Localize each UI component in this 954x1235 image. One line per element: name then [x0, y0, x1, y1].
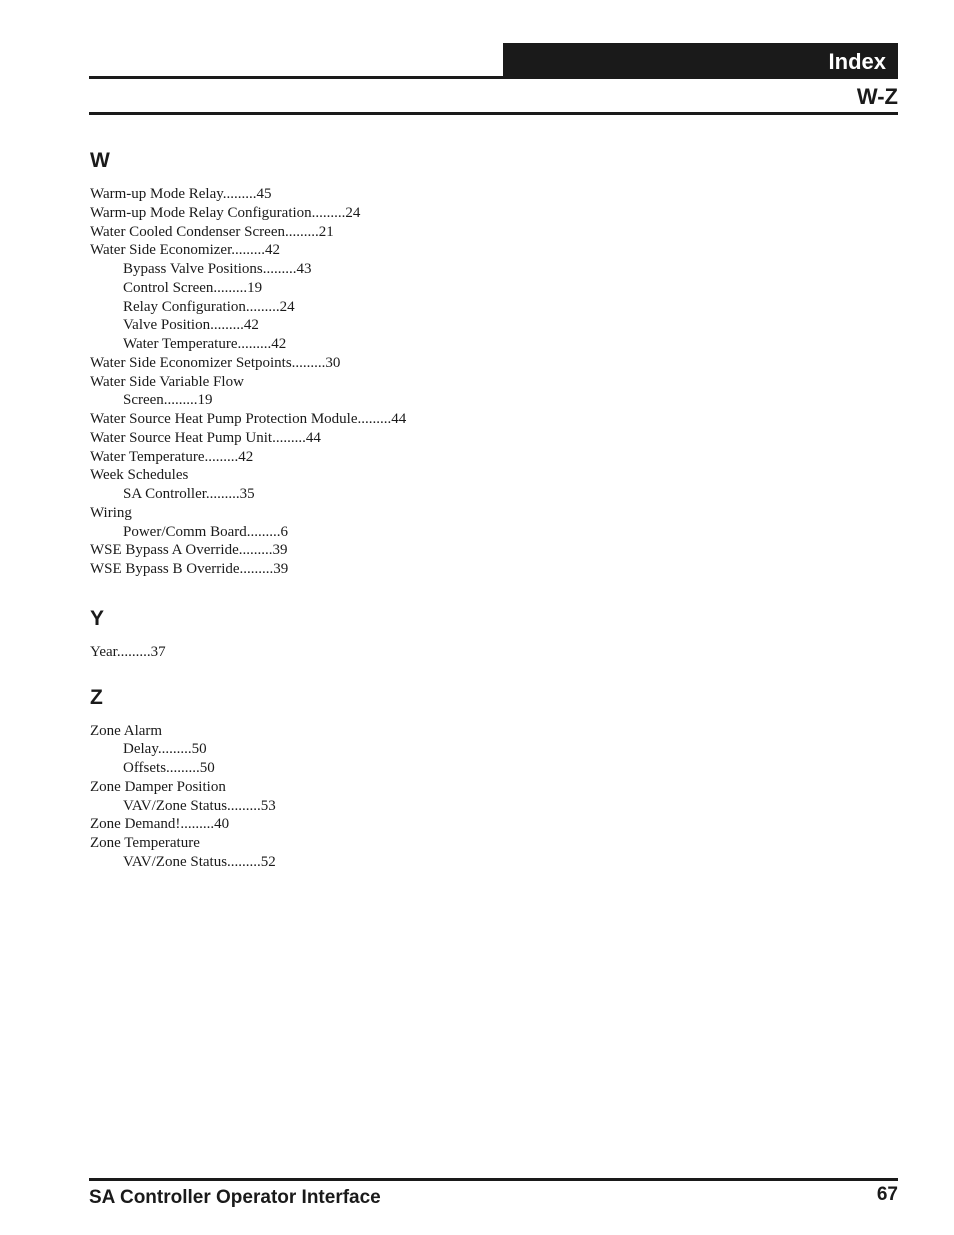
header-title-tab — [503, 43, 898, 79]
header-rule-bottom — [89, 112, 898, 115]
page-subtitle: W-Z — [856, 84, 898, 109]
section-letter-z: Z — [90, 685, 103, 709]
index-section-y — [90, 606, 790, 662]
index-entry: Warm-up Mode Relay Configuration.........24 — [90, 204, 361, 221]
footer-title: SA Controller Operator Interface — [89, 1187, 381, 1208]
index-entry: Water Source Heat Pump Protection Module.........44 — [90, 411, 407, 427]
index-entry: Zone Alarm — [90, 722, 163, 739]
index-subentry: Relay Configuration.........24 — [123, 298, 295, 315]
index-entry: Warm-up Mode Relay.........45 — [90, 186, 272, 202]
index-subentry: Delay.........50 — [123, 741, 207, 758]
index-entry: Water Side Economizer Setpoints.........30 — [90, 354, 341, 371]
index-entry: Water Side Variable Flow — [90, 373, 244, 390]
index-entry: Zone Damper Position — [90, 778, 226, 795]
index-entry: Water Source Heat Pump Unit.........44 — [90, 429, 321, 446]
index-entry: Year.........37 — [90, 643, 166, 660]
page-number: 67 — [876, 1184, 898, 1205]
index-subentry: Bypass Valve Positions.........43 — [123, 261, 312, 277]
index-subentry: Control Screen.........19 — [123, 279, 263, 296]
section-spacer — [90, 579, 790, 606]
index-entry-list — [90, 185, 790, 579]
section-spacer — [90, 662, 790, 685]
footer-rule — [89, 1178, 898, 1181]
page-title: Index — [828, 49, 886, 74]
index-body — [90, 148, 790, 872]
index-subentry: Offsets.........50 — [123, 760, 215, 776]
index-subentry: VAV/Zone Status.........52 — [123, 853, 276, 870]
index-entry: Wiring — [90, 504, 132, 521]
index-entry-list — [90, 643, 790, 662]
index-subentry: Valve Position.........42 — [123, 317, 259, 334]
index-entry: Water Side Economizer.........42 — [90, 242, 280, 259]
index-entry: Zone Temperature — [90, 835, 200, 851]
index-entry: WSE Bypass A Override.........39 — [90, 542, 288, 559]
index-subentry: SA Controller.........35 — [123, 486, 255, 502]
index-subentry: VAV/Zone Status.........53 — [123, 797, 276, 814]
index-section-w — [90, 148, 790, 579]
index-entry-list — [90, 722, 790, 872]
index-subentry: Power/Comm Board.........6 — [123, 523, 288, 540]
index-entry: Week Schedules — [90, 467, 189, 484]
index-subentry: Water Temperature.........42 — [123, 336, 287, 352]
header-rule-top — [89, 76, 504, 79]
index-entry: Water Cooled Condenser Screen.........21 — [90, 223, 334, 240]
index-subentry: Screen.........19 — [123, 392, 213, 409]
index-entry: Water Temperature.........42 — [90, 448, 254, 465]
index-section-z — [90, 685, 790, 872]
section-letter-w: W — [90, 149, 110, 172]
section-letter-y: Y — [90, 606, 105, 630]
index-entry: WSE Bypass B Override.........39 — [90, 561, 289, 577]
index-entry: Zone Demand!.........40 — [90, 816, 230, 833]
